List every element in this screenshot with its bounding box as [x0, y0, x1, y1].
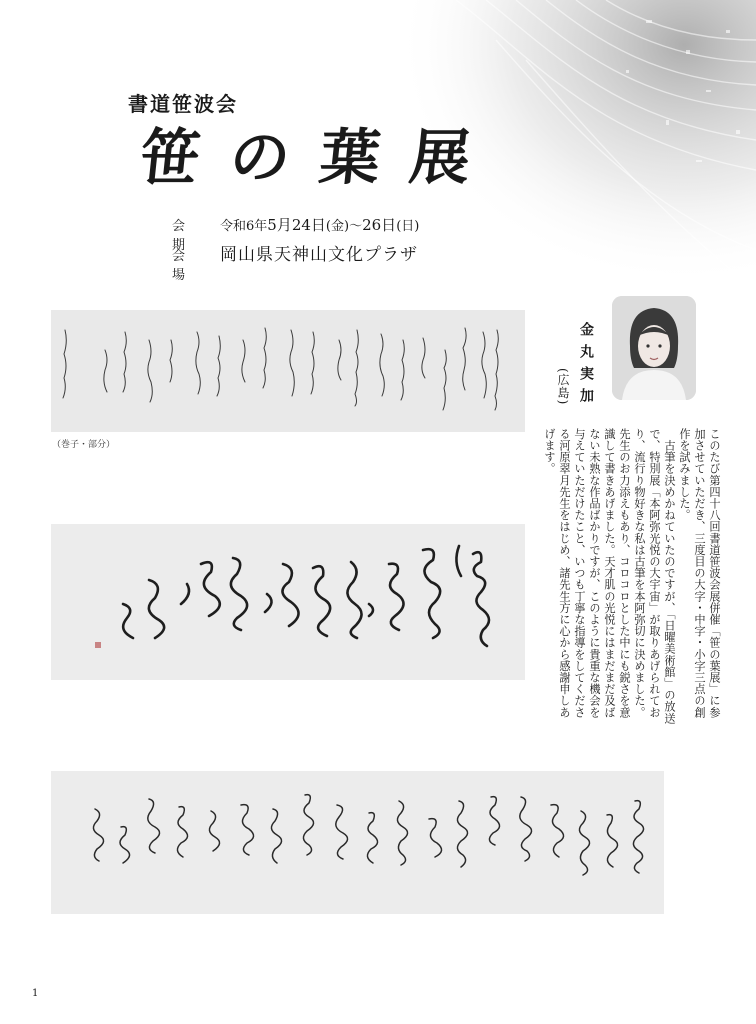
- organization-name: 書道笹波会: [128, 92, 238, 116]
- calligraphy-work-small-script: [51, 310, 525, 432]
- artist-statement: このたび第四十八回書道笹波会展併催「笹の葉展」に参加させていただき、三度目の大字・中字・小字三点の創作を試みました。 古筆を決めかねていたのですが、「日曜美術館」の放送で、特別展「本阿弥光悦の大宇宙」が取りあげられており、流行り物好きな私は古筆を本阿弥切に決めました。先生のお力添えもあり、コロコロとした中にも鋭さを意識して書きあげました。天才肌の光悦にはまだまだ及ばない未熟な作品ばかりですが、このように貴重な機会を与えていただけたこと、いつも丁寧な指導をしてくださる河原翠月先生をはじめ、諸先生方に心から感謝申しあげます。: [543, 428, 721, 724]
- period-separator: ～: [349, 219, 363, 234]
- period-label: 会 期: [172, 219, 194, 253]
- exhibition-title: 笹の葉展: [136, 123, 504, 193]
- period-end-day: (日): [396, 219, 420, 234]
- venue-label: 会 場: [172, 249, 194, 283]
- venue-name: 岡山県天神山文化プラザ: [220, 245, 418, 265]
- page-number: 1: [32, 988, 39, 999]
- artist-region: (広島): [556, 368, 570, 406]
- artist-portrait: [612, 296, 696, 400]
- calligraphy-work-large-script: [51, 524, 525, 680]
- calligraphy-work-medium-script: [51, 771, 664, 914]
- period-start: 5月24日: [267, 216, 326, 234]
- period-prefix: 令和6年: [220, 219, 268, 234]
- artist-name: 金丸実加: [578, 322, 594, 410]
- venue-row: [172, 240, 418, 283]
- period-start-day: (金): [325, 219, 350, 234]
- panel-caption: （巻子・部分）: [52, 440, 116, 450]
- period-end: 26日: [362, 216, 397, 234]
